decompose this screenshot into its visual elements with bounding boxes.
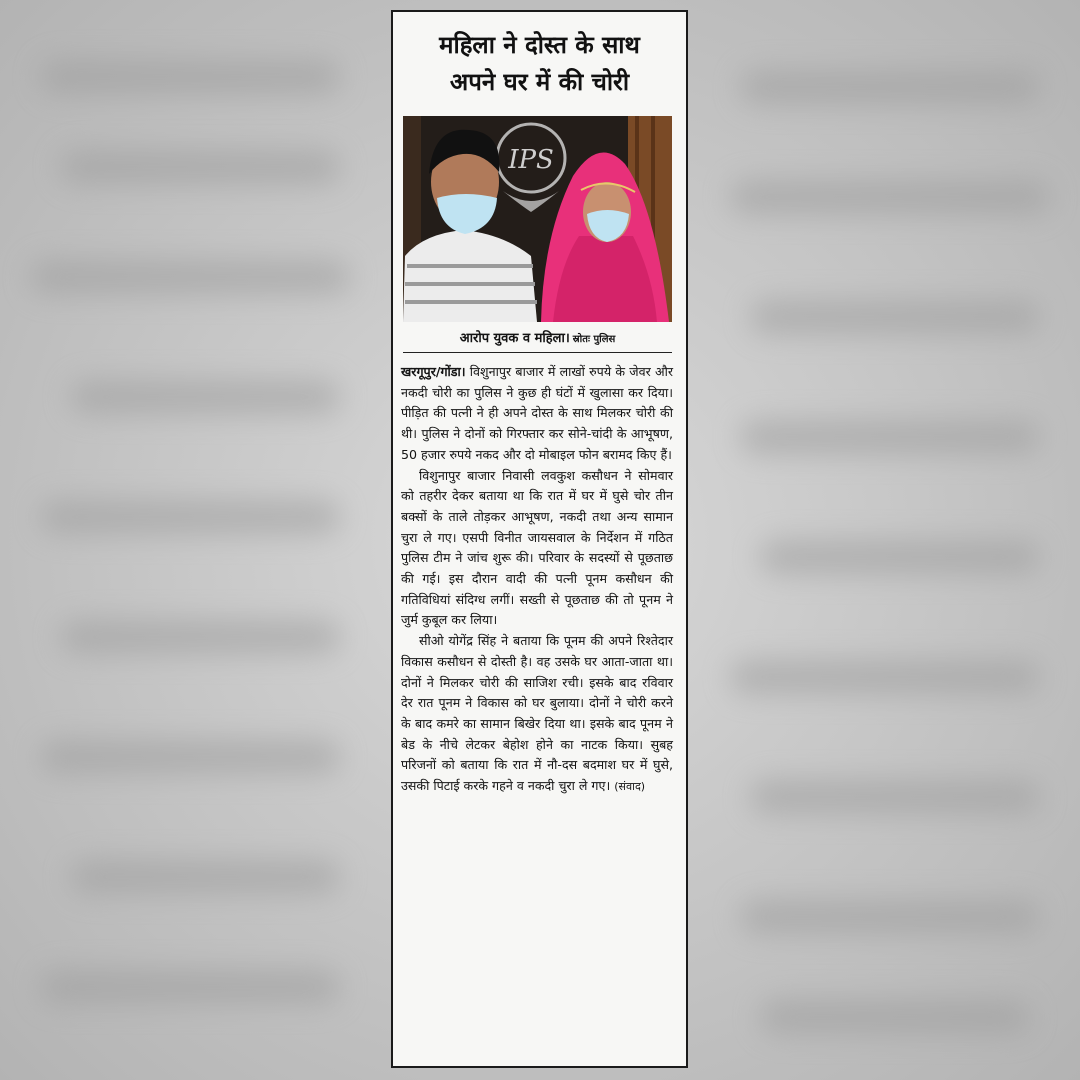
paragraph-1 <box>401 362 673 466</box>
caption-text: आरोप युवक व महिला। <box>459 331 570 346</box>
headline-line-2: अपने घर में की चोरी <box>449 67 630 96</box>
headline-line-1: महिला ने दोस्त के साथ <box>439 30 640 59</box>
newspaper-clipping <box>391 10 688 1068</box>
article-body <box>401 362 673 798</box>
paragraph-2: विशुनापुर बाजार निवासी लवकुश कसौधन ने सोमवार को तहरीर देकर बताया था कि रात में घर में घुसे चोर तीन बक्सों के ताले तोड़कर आभूषण, नकदी तथा अन्य सामान चुरा ले गए। एसपी विनीत जायसवाल के निर्देशन में गठित पुलिस टीम ने जांच शुरू की। परिवार के सदस्यों से पूछताछ की गई। इस दौरान वादी की पत्नी पूनम कसौधन की गतिविधियां संदिग्ध लगीं। सख्ती से पूछताछ की तो पूनम ने जुर्म कुबूल कर लिया। <box>401 467 673 628</box>
article-credit: (संवाद) <box>614 780 646 794</box>
photo-illustration <box>403 116 672 322</box>
dateline: खरगूपुर/गोंडा। <box>401 364 466 379</box>
paragraph-1-text: विशुनापुर बाजार में लाखों रुपये के जेवर और नकदी चोरी का पुलिस ने कुछ ही घंटों में खुलासा कर दिया। पीड़ित की पत्नी ने ही अपने दोस्त के साथ मिलकर चोरी की थी। पुलिस ने दोनों को गिरफ्तार कर सोने-चांदी के आभूषण, 50 हजार रुपये नकद और दो मोबाइल फोन बरामद किए हैं। <box>401 364 673 462</box>
caption-source: स्रोतः पुलिस <box>572 334 616 345</box>
paragraph-3 <box>401 631 673 798</box>
paragraph-3-text: सीओ योगेंद्र सिंह ने बताया कि पूनम की अपने रिश्तेदार विकास कसौधन से दोस्ती है। वह उसके घर आता-जाता था। दोनों ने मिलकर चोरी की साजिश रची। इसके बाद रविवार देर रात पूनम ने विकास को घर बुलाया। दोनों ने चोरी करने के बाद कमरे का सामान बिखेर दिया था। इसके बाद पूनम ने बेड के नीचे लेटकर बेहोश होने का नाटक किया। सुबह परिजनों को बताया कि रात में नौ-दस बदमाश घर में घुसे, उसकी पिटाई करके गहने व नकदी चुरा ले गए। <box>401 633 673 794</box>
news-photo <box>403 116 672 322</box>
emblem-text: IPS <box>508 145 554 175</box>
photo-caption <box>403 326 672 353</box>
headline <box>393 26 686 100</box>
